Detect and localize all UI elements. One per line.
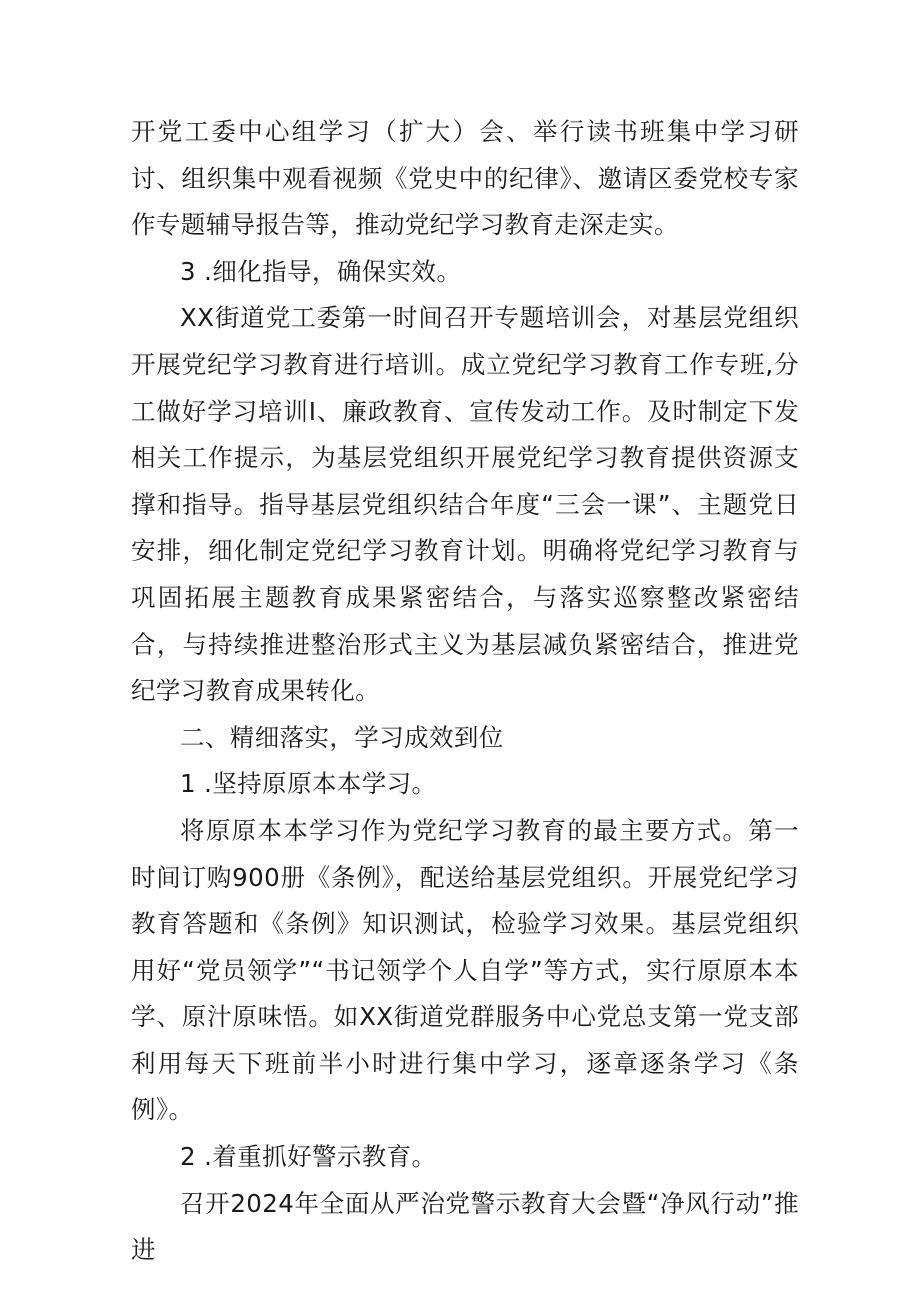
- document-body: [131, 109, 799, 1274]
- subheading-original-study: 1 .坚持原原本本学习。: [180, 769, 437, 799]
- subheading-refine-guidance: 3 .细化指导，确保实效。: [180, 256, 462, 286]
- paragraph-continuation: 开党工委中心组学习（扩大）会、举行读书班集中学习研讨、组织集中观看视频《党史中的纪律》、邀请区委党校专家作专题辅导报告等，推动党纪学习教育走深走实。: [131, 117, 799, 240]
- paragraph-warning-education: 召开2024年全面从严治党警示教育大会暨“净风行动”推进: [131, 1188, 799, 1265]
- paragraph-training: XX街道党工委第一时间召开专题培训会，对基层党组织开展党纪学习教育进行培训。成立党纪学习教育工作专班,分工做好学习培训I、廉政教育、宣传发动工作。及时制定下发相关工作提示，为基层党组织开展党纪学习教育提供资源支撑和指导。指导基层党组织结合年度“三会一课”、主题党日安排，细化制定党纪学习教育计划。明确将党纪学习教育与巩固拓展主题教育成果紧密结合，与落实巡察整改紧密结合，与持续推进整治形式主义为基层减负紧密结合，推进党纪学习教育成果转化。: [131, 303, 799, 706]
- paragraph-original-study: 将原原本本学习作为党纪学习教育的最主要方式。第一时间订购900册《条例》，配送给基层党组织。开展党纪学习教育答题和《条例》知识测试，检验学习效果。基层党组织用好“党员领学”“书记领学个人自学”等方式，实行原原本本学、原汁原味悟。如XX街道党群服务中心党总支第一党支部利用每天下班前半小时进行集中学习，逐章逐条学习《条例》。: [131, 815, 799, 1125]
- subheading-warning-education: 2 .着重抓好警示教育。: [180, 1142, 437, 1172]
- section-heading-implementation: 二、精细落实，学习成效到位: [180, 722, 504, 752]
